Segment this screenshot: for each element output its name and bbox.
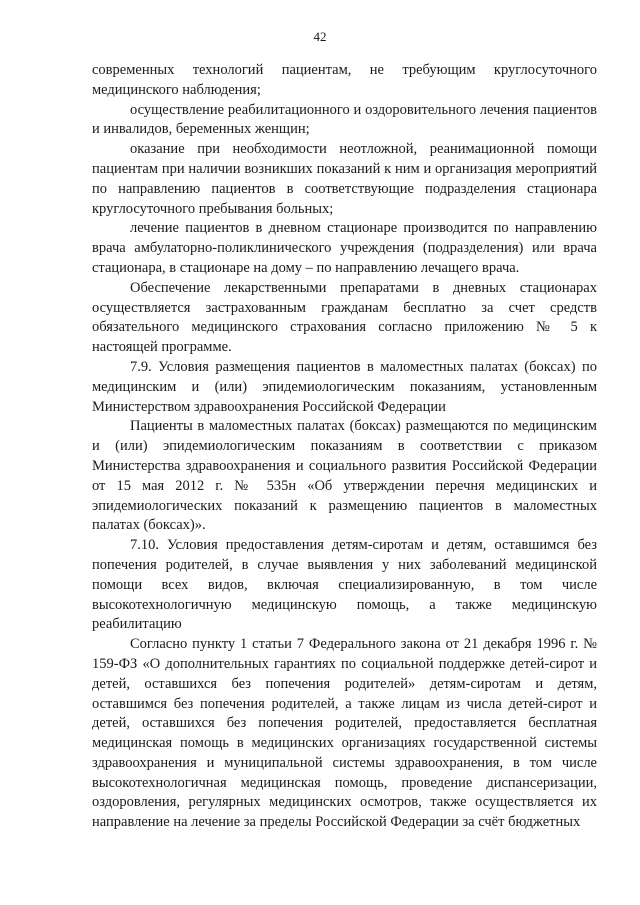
section-heading-7-10: 7.10. Условия предоставления детям-сиротам и детям, оставшимся без попечения родителей, в случае выявления у них заболеваний медицинской помощи всех видов, включая специализированную, в том числе высокотехнологичную медицинскую помощь, а также медицинскую реабилитацию	[92, 537, 597, 633]
paragraph-medications: Обеспечение лекарственными препаратами в дневных стационарах осуществляется застрахованным гражданам бесплатно за счет средств обязательного медицинского страхования согласно приложению № 5 к настоящей программе.	[92, 279, 597, 356]
page-number: 42	[313, 29, 327, 44]
paragraph-orphans-law: Согласно пункту 1 статьи 7 Федерального закона от 21 декабря 1996 г. № 159-ФЗ «О дополнительных гарантиях по социальной поддержке детей-сирот и детей, оставшихся без попечения родителей» детям-сиротам и детям, оставшимся без попечения родителей, а также лицам из числа детей-сирот и детей, оставшихся без попечения родителей, предоставляется бесплатная медицинская помощь в медицинских организациях государственной системы здравоохранения и муниципальной системы здравоохранения, в том числе высокотехнологичная медицинская помощь, проведение диспансеризации, оздоровления, регулярных медицинских осмотров, также осуществляется их направление на лечение за пределы Российской Федерации за счёт бюджетных	[92, 636, 597, 831]
paragraph-small-wards: Пациенты в маломестных палатах (боксах) размещаются по медицинским и (или) эпидемиологическим показаниям в соответствии с приказом Министерства здравоохранения и социального развития Российской Федерации от 15 мая 2012 г. № 535н «Об утверждении перечня медицинских и эпидемиологических показаний к размещению пациентов в маломестных палатах (боксах)».	[92, 418, 597, 534]
paragraph-day-hospital-referral: лечение пациентов в дневном стационаре производится по направлению врача амбулаторно-поликлинического учреждения (подразделения) или врача стационара, в стационаре на дому – по направлению лечащего врача.	[92, 220, 597, 276]
paragraph-rehabilitation: осуществление реабилитационного и оздоровительного лечения пациентов и инвалидов, беременных женщин;	[92, 101, 597, 138]
section-heading-7-9: 7.9. Условия размещения пациентов в маломестных палатах (боксах) по медицинским и (или) эпидемиологическим показаниям, установленным Министерством здравоохранения Российской Федерации	[92, 358, 597, 415]
paragraph-emergency-care: оказание при необходимости неотложной, реанимационной помощи пациентам при наличии возникших показаний к ним и организация мероприятий по направлению пациентов в соответствующие подразделения стационара круглосуточного пребывания больных;	[92, 141, 597, 217]
paragraph-continuation: современных технологий пациентам, не требующим круглосуточного медицинского наблюдения;	[92, 62, 597, 98]
document-body	[92, 61, 597, 833]
